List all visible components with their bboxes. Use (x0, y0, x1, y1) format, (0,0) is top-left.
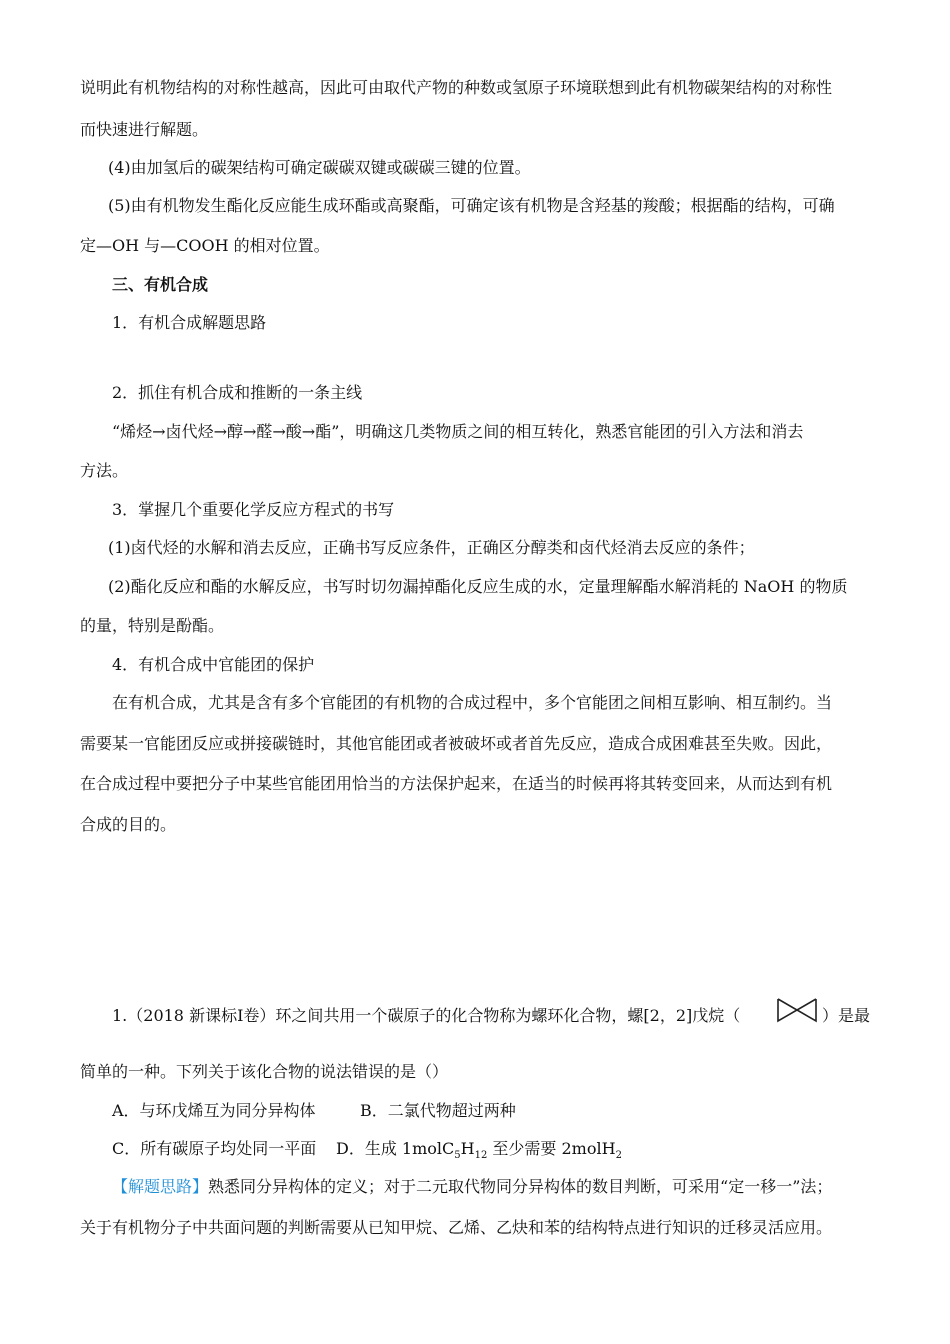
subheading: 3．掌握几个重要化学反应方程式的书写 (112, 500, 395, 519)
question-intro: 1.（2018 新课标Ⅰ卷）环之间共用一个碳原子的化合物称为螺环化合物，螺[2，2]戊烷（ (112, 1006, 741, 1025)
para-line: 在合成过程中要把分子中某些官能团用恰当的方法保护起来，在适当的时候再将其转变回来，从而达到有机 (80, 774, 833, 793)
subscript: 5 (454, 1150, 461, 1162)
subscript: 2 (615, 1150, 622, 1162)
para-line: “烯烃→卤代烃→醇→醛→酸→酯”，明确这几类物质之间的相互转化，熟悉官能团的引入方法和消去 (112, 422, 804, 441)
hint-line: 关于有机物分子中共面问题的判断需要从已知甲烷、乙烯、乙炔和苯的结构特点进行知识的迁移灵活应用。 (80, 1218, 833, 1237)
question-intro-end: ）是最 (822, 1006, 871, 1025)
option-a: A．与环戊烯互为同分异构体 (112, 1101, 316, 1120)
para-line: 而快速进行解题。 (80, 120, 209, 139)
option-d-text: H (460, 1139, 475, 1158)
subheading: 1．有机合成解题思路 (112, 313, 267, 332)
subscript: 12 (474, 1150, 488, 1162)
section-heading: 三、有机合成 (112, 275, 209, 294)
para-line: 方法。 (80, 461, 129, 480)
option-d (336, 1139, 622, 1162)
hint-label: 【解题思路】 (112, 1177, 209, 1196)
option-d-text: 至少需要 2molH (487, 1139, 616, 1158)
para-line: 在有机合成，尤其是含有多个官能团的有机物的合成过程中，多个官能团之间相互影响、相互制约。当 (112, 693, 833, 712)
subheading: 4．有机合成中官能团的保护 (112, 655, 315, 674)
option-c: C．所有碳原子均处同一平面 (112, 1139, 317, 1158)
para-line: 合成的目的。 (80, 815, 177, 834)
para-line: 的量，特别是酚酯。 (80, 616, 225, 635)
para-item-4: (4)由加氢后的碳架结构可确定碳碳双键或碳碳三键的位置。 (108, 158, 531, 177)
option-d-text: D．生成 1molC (336, 1139, 455, 1158)
para-line: 定—OH 与—COOH 的相对位置。 (80, 236, 330, 255)
para-line: (1)卤代烃的水解和消去反应，正确书写反应条件，正确区分醇类和卤代烃消去反应的条件； (108, 538, 755, 557)
hint-line (112, 1177, 832, 1197)
para-item-5: (5)由有机物发生酯化反应能生成环酯或高聚酯，可确定该有机物是含羟基的羧酸；根据酯的结构，可确 (108, 196, 835, 215)
hint-text: 熟悉同分异构体的定义；对于二元取代物同分异构体的数目判断，可采用“定一移一”法； (208, 1177, 833, 1196)
spiropentane-structure (776, 996, 818, 1024)
para-line: 需要某一官能团反应或拼接碳链时，其他官能团或者被破坏或者首先反应，造成合成困难甚至失败。因此， (80, 734, 833, 753)
question-line: 简单的一种。下列关于该化合物的说法错误的是（） (80, 1062, 449, 1081)
option-b: B．二氯代物超过两种 (360, 1101, 516, 1120)
para-line: 说明此有机物结构的对称性越高，因此可由取代产物的种数或氢原子环境联想到此有机物碳架结构的对称性 (80, 78, 833, 97)
para-line: (2)酯化反应和酯的水解反应，书写时切勿漏掉酯化反应生成的水，定量理解酯水解消耗的 NaOH 的物质 (108, 577, 848, 596)
subheading: 2．抓住有机合成和推断的一条主线 (112, 383, 363, 402)
